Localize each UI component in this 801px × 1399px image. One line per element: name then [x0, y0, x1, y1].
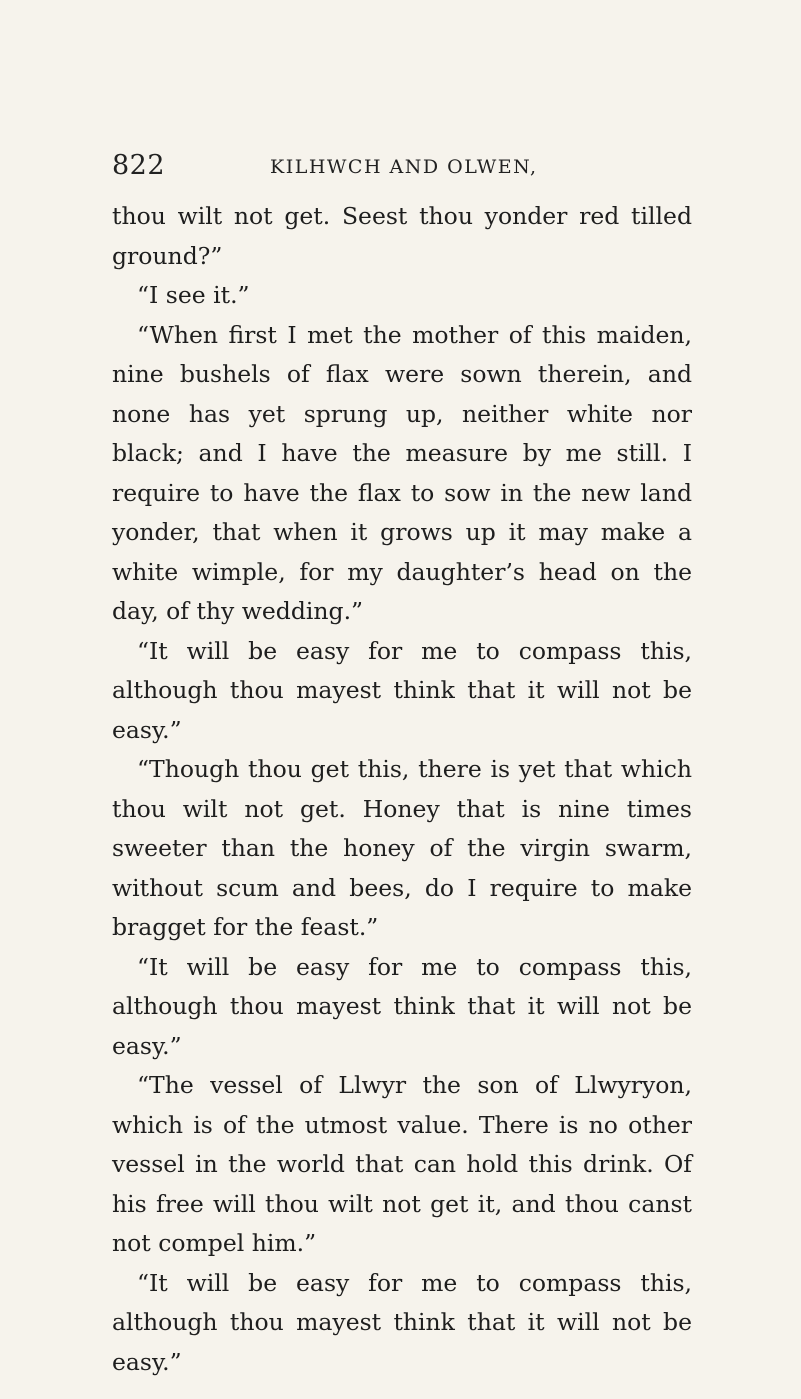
page-number: 822	[112, 150, 166, 181]
body-text	[112, 197, 692, 1382]
paragraph: “Though thou get this, there is yet that which thou wilt not get. Honey that is nine times sweeter than the honey of the virgin swarm, without scum and bees, do I require to make bragget for the feast.”	[112, 755, 692, 941]
paragraph: “It will be easy for me to compass this, although thou mayest think that it will not be easy.”	[112, 636, 692, 744]
paragraph: “The vessel of Llwyr the son of Llwyryon, which is of the utmost value. There is no other vessel in the world that can hold this drink. Of his free will thou wilt not get it, and thou canst not compel him.”	[112, 1071, 692, 1257]
paragraph: “I see it.”	[137, 281, 250, 309]
paragraph: “It will be easy for me to compass this, although thou mayest think that it will not be easy.”	[112, 1268, 692, 1376]
paragraph: thou wilt not get. Seest thou yonder red tilled ground?”	[112, 202, 692, 270]
running-head: KILHWCH AND OLWEN,	[270, 156, 538, 178]
page-header	[112, 150, 692, 190]
paragraph: “It will be easy for me to compass this, although thou mayest think that it will not be easy.”	[112, 952, 692, 1060]
paragraph: “When first I met the mother of this maiden, nine bushels of flax were sown therein, and none has yet sprung up, neither white nor black; and I have the measure by me still. I require to have the flax to sow in the new land yonder, that when it grows up it may make a white wimple, for my daughter’s head on the day, of thy wedding.”	[112, 320, 692, 625]
